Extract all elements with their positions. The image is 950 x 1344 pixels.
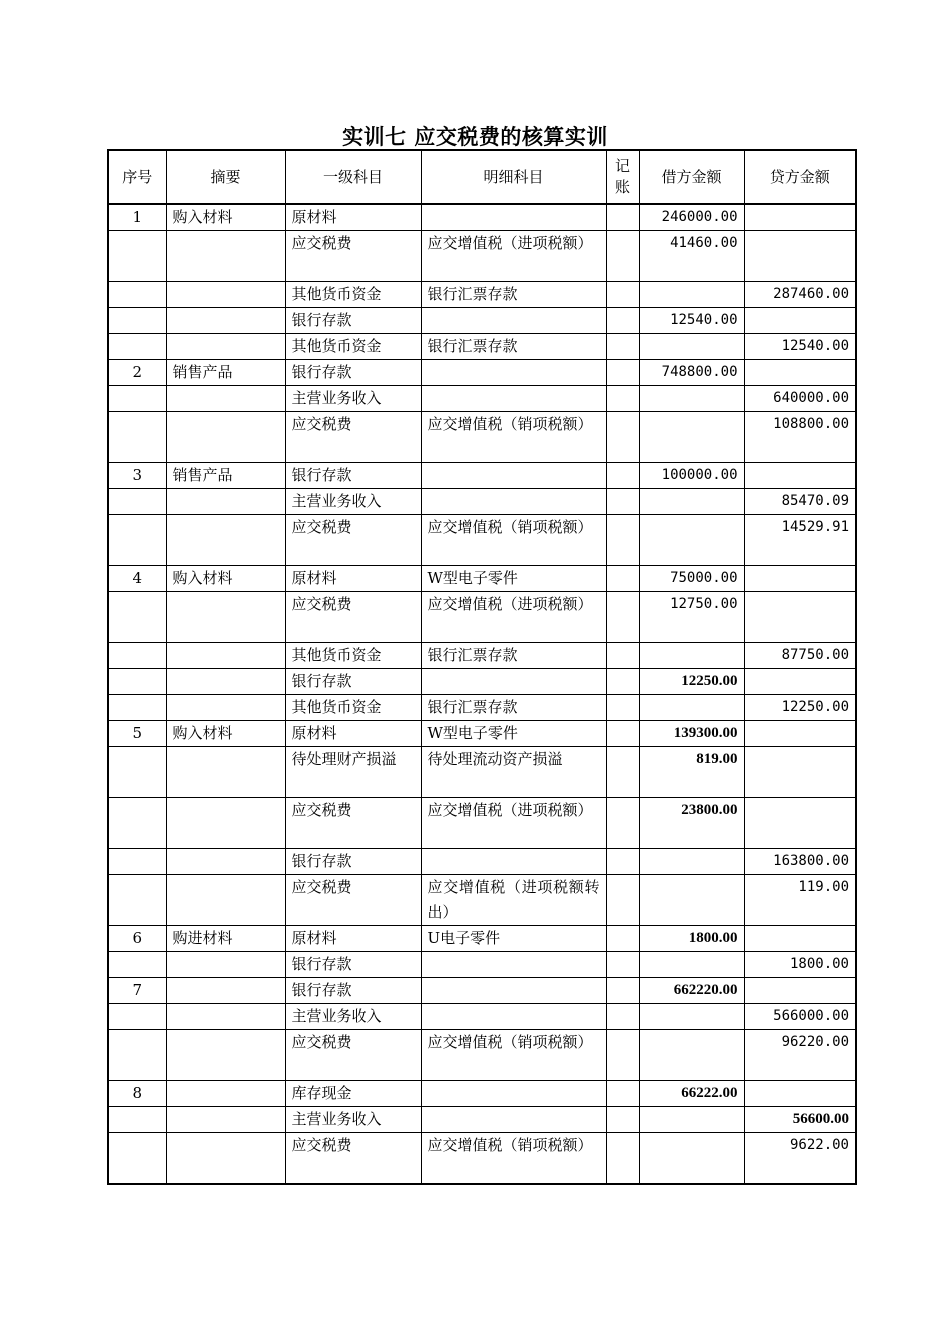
cell-account: 原材料 — [285, 721, 421, 747]
cell-seq — [108, 643, 166, 669]
cell-posted — [606, 334, 639, 360]
header-detail: 明细科目 — [421, 150, 606, 204]
cell-account: 其他货币资金 — [285, 334, 421, 360]
cell-detail: 待处理流动资产损溢 — [421, 747, 606, 798]
cell-credit — [744, 798, 856, 849]
table-row — [108, 952, 856, 978]
cell-posted — [606, 412, 639, 463]
cell-summary — [166, 515, 285, 566]
cell-account: 其他货币资金 — [285, 695, 421, 721]
cell-summary: 购入材料 — [166, 721, 285, 747]
table-row — [108, 1133, 856, 1184]
table-row — [108, 360, 856, 386]
cell-posted — [606, 386, 639, 412]
table-row — [108, 489, 856, 515]
cell-summary — [166, 1030, 285, 1081]
table-row — [108, 566, 856, 592]
cell-posted — [606, 695, 639, 721]
cell-credit — [744, 721, 856, 747]
cell-debit — [639, 1004, 744, 1030]
cell-posted — [606, 1081, 639, 1107]
table-row — [108, 231, 856, 282]
cell-debit: 1800.00 — [639, 926, 744, 952]
cell-summary — [166, 308, 285, 334]
table-row — [108, 669, 856, 695]
cell-credit: 14529.91 — [744, 515, 856, 566]
table-row — [108, 978, 856, 1004]
cell-summary — [166, 412, 285, 463]
cell-detail — [421, 360, 606, 386]
table-row — [108, 1004, 856, 1030]
cell-detail — [421, 308, 606, 334]
cell-credit — [744, 747, 856, 798]
cell-debit: 12540.00 — [639, 308, 744, 334]
cell-posted — [606, 231, 639, 282]
cell-debit — [639, 1030, 744, 1081]
cell-posted — [606, 1133, 639, 1184]
cell-seq — [108, 386, 166, 412]
cell-credit: 87750.00 — [744, 643, 856, 669]
cell-detail — [421, 489, 606, 515]
cell-account: 应交税费 — [285, 515, 421, 566]
cell-detail: 应交增值税（销项税额） — [421, 515, 606, 566]
cell-account: 应交税费 — [285, 231, 421, 282]
cell-credit: 163800.00 — [744, 849, 856, 875]
cell-debit: 662220.00 — [639, 978, 744, 1004]
cell-debit — [639, 412, 744, 463]
cell-account: 银行存款 — [285, 978, 421, 1004]
cell-seq: 7 — [108, 978, 166, 1004]
cell-debit: 748800.00 — [639, 360, 744, 386]
cell-debit — [639, 849, 744, 875]
cell-summary — [166, 592, 285, 643]
cell-detail — [421, 463, 606, 489]
cell-posted — [606, 308, 639, 334]
cell-account: 原材料 — [285, 926, 421, 952]
table-row — [108, 875, 856, 926]
cell-credit: 287460.00 — [744, 282, 856, 308]
cell-debit — [639, 515, 744, 566]
cell-credit: 12540.00 — [744, 334, 856, 360]
cell-seq — [108, 231, 166, 282]
page-title: 实训七 应交税费的核算实训 — [342, 124, 608, 149]
cell-seq — [108, 849, 166, 875]
cell-credit: 566000.00 — [744, 1004, 856, 1030]
cell-debit — [639, 334, 744, 360]
cell-detail: 应交增值税（销项税额） — [421, 1030, 606, 1081]
header-debit: 借方金额 — [639, 150, 744, 204]
cell-credit: 12250.00 — [744, 695, 856, 721]
cell-summary — [166, 231, 285, 282]
cell-posted — [606, 798, 639, 849]
cell-seq: 6 — [108, 926, 166, 952]
cell-detail: 银行汇票存款 — [421, 643, 606, 669]
cell-account: 应交税费 — [285, 1030, 421, 1081]
cell-debit: 12250.00 — [639, 669, 744, 695]
cell-seq — [108, 592, 166, 643]
cell-credit — [744, 204, 856, 231]
table-row — [108, 1030, 856, 1081]
cell-summary — [166, 1004, 285, 1030]
cell-credit — [744, 463, 856, 489]
cell-account: 主营业务收入 — [285, 489, 421, 515]
cell-credit — [744, 231, 856, 282]
cell-debit: 139300.00 — [639, 721, 744, 747]
cell-debit: 100000.00 — [639, 463, 744, 489]
cell-summary — [166, 952, 285, 978]
cell-account: 应交税费 — [285, 798, 421, 849]
cell-detail: 应交增值税（进项税额） — [421, 592, 606, 643]
cell-seq: 8 — [108, 1081, 166, 1107]
table-row — [108, 282, 856, 308]
cell-credit — [744, 978, 856, 1004]
cell-account: 银行存款 — [285, 360, 421, 386]
cell-seq: 4 — [108, 566, 166, 592]
journal-body — [108, 204, 856, 1184]
cell-summary — [166, 489, 285, 515]
cell-detail — [421, 849, 606, 875]
cell-summary: 购进材料 — [166, 926, 285, 952]
cell-detail: W型电子零件 — [421, 721, 606, 747]
cell-account: 银行存款 — [285, 849, 421, 875]
cell-credit — [744, 360, 856, 386]
cell-account: 主营业务收入 — [285, 1107, 421, 1133]
cell-detail: U电子零件 — [421, 926, 606, 952]
cell-summary: 销售产品 — [166, 360, 285, 386]
table-row — [108, 798, 856, 849]
cell-credit — [744, 566, 856, 592]
cell-debit — [639, 1133, 744, 1184]
cell-account: 库存现金 — [285, 1081, 421, 1107]
cell-seq — [108, 747, 166, 798]
cell-posted — [606, 360, 639, 386]
cell-summary — [166, 978, 285, 1004]
table-row — [108, 334, 856, 360]
cell-seq — [108, 489, 166, 515]
cell-posted — [606, 643, 639, 669]
journal-table — [107, 149, 857, 1185]
cell-seq: 2 — [108, 360, 166, 386]
table-row — [108, 747, 856, 798]
cell-seq — [108, 798, 166, 849]
cell-credit — [744, 669, 856, 695]
cell-detail: 应交增值税（进项税额） — [421, 231, 606, 282]
cell-debit: 66222.00 — [639, 1081, 744, 1107]
cell-credit — [744, 926, 856, 952]
cell-summary — [166, 1133, 285, 1184]
cell-posted — [606, 926, 639, 952]
cell-credit: 108800.00 — [744, 412, 856, 463]
cell-summary — [166, 643, 285, 669]
cell-credit: 56600.00 — [744, 1107, 856, 1133]
cell-posted — [606, 978, 639, 1004]
cell-account: 银行存款 — [285, 669, 421, 695]
cell-detail — [421, 386, 606, 412]
cell-summary — [166, 747, 285, 798]
cell-posted — [606, 489, 639, 515]
table-row — [108, 1081, 856, 1107]
cell-account: 应交税费 — [285, 875, 421, 926]
table-row — [108, 308, 856, 334]
cell-debit — [639, 489, 744, 515]
cell-credit: 1800.00 — [744, 952, 856, 978]
cell-debit: 246000.00 — [639, 204, 744, 231]
cell-account: 原材料 — [285, 566, 421, 592]
cell-detail: 银行汇票存款 — [421, 334, 606, 360]
cell-credit: 96220.00 — [744, 1030, 856, 1081]
cell-posted — [606, 204, 639, 231]
table-row — [108, 849, 856, 875]
cell-account: 银行存款 — [285, 308, 421, 334]
cell-summary — [166, 849, 285, 875]
cell-detail — [421, 1107, 606, 1133]
cell-summary — [166, 282, 285, 308]
cell-summary — [166, 1107, 285, 1133]
cell-posted — [606, 875, 639, 926]
cell-posted — [606, 1030, 639, 1081]
cell-posted — [606, 849, 639, 875]
table-row — [108, 695, 856, 721]
cell-detail — [421, 978, 606, 1004]
cell-posted — [606, 747, 639, 798]
cell-summary — [166, 695, 285, 721]
cell-seq — [108, 1133, 166, 1184]
table-row — [108, 643, 856, 669]
header-posted: 记账 — [606, 150, 639, 204]
cell-seq — [108, 308, 166, 334]
cell-detail — [421, 669, 606, 695]
cell-seq: 3 — [108, 463, 166, 489]
cell-summary — [166, 798, 285, 849]
cell-seq — [108, 515, 166, 566]
cell-debit — [639, 282, 744, 308]
cell-posted — [606, 1004, 639, 1030]
cell-credit: 640000.00 — [744, 386, 856, 412]
cell-seq — [108, 1030, 166, 1081]
header-summary: 摘要 — [166, 150, 285, 204]
cell-credit: 119.00 — [744, 875, 856, 926]
table-row — [108, 926, 856, 952]
cell-seq: 1 — [108, 204, 166, 231]
cell-account: 主营业务收入 — [285, 1004, 421, 1030]
cell-account: 其他货币资金 — [285, 282, 421, 308]
cell-posted — [606, 592, 639, 643]
cell-seq — [108, 282, 166, 308]
cell-credit — [744, 1081, 856, 1107]
cell-posted — [606, 1107, 639, 1133]
cell-summary — [166, 669, 285, 695]
table-row — [108, 515, 856, 566]
cell-posted — [606, 952, 639, 978]
cell-summary — [166, 334, 285, 360]
cell-detail: 应交增值税（销项税额） — [421, 412, 606, 463]
cell-posted — [606, 566, 639, 592]
cell-credit: 85470.09 — [744, 489, 856, 515]
header-seq: 序号 — [108, 150, 166, 204]
cell-account: 其他货币资金 — [285, 643, 421, 669]
header-credit: 贷方金额 — [744, 150, 856, 204]
cell-detail — [421, 1081, 606, 1107]
header-account: 一级科目 — [285, 150, 421, 204]
cell-seq: 5 — [108, 721, 166, 747]
table-row — [108, 592, 856, 643]
cell-seq — [108, 669, 166, 695]
cell-seq — [108, 695, 166, 721]
table-row — [108, 386, 856, 412]
cell-detail — [421, 952, 606, 978]
cell-account: 应交税费 — [285, 1133, 421, 1184]
table-row — [108, 721, 856, 747]
cell-posted — [606, 721, 639, 747]
cell-detail: W型电子零件 — [421, 566, 606, 592]
cell-detail: 应交增值税（销项税额） — [421, 1133, 606, 1184]
cell-seq — [108, 412, 166, 463]
cell-posted — [606, 282, 639, 308]
table-row — [108, 412, 856, 463]
cell-detail: 银行汇票存款 — [421, 282, 606, 308]
cell-seq — [108, 1107, 166, 1133]
cell-seq — [108, 875, 166, 926]
cell-debit: 819.00 — [639, 747, 744, 798]
header-row — [108, 150, 856, 204]
cell-detail: 应交增值税（进项税额） — [421, 798, 606, 849]
cell-debit: 23800.00 — [639, 798, 744, 849]
cell-summary: 销售产品 — [166, 463, 285, 489]
cell-seq — [108, 334, 166, 360]
cell-summary: 购入材料 — [166, 204, 285, 231]
cell-posted — [606, 669, 639, 695]
cell-account: 银行存款 — [285, 463, 421, 489]
cell-debit: 75000.00 — [639, 566, 744, 592]
cell-account: 应交税费 — [285, 412, 421, 463]
cell-detail: 应交增值税（进项税额转出） — [421, 875, 606, 926]
cell-account: 待处理财产损溢 — [285, 747, 421, 798]
cell-account: 原材料 — [285, 204, 421, 231]
cell-posted — [606, 463, 639, 489]
table-row — [108, 1107, 856, 1133]
cell-detail — [421, 1004, 606, 1030]
cell-debit: 12750.00 — [639, 592, 744, 643]
cell-debit — [639, 952, 744, 978]
cell-credit — [744, 308, 856, 334]
cell-debit — [639, 386, 744, 412]
table-row — [108, 463, 856, 489]
cell-debit — [639, 643, 744, 669]
cell-credit — [744, 592, 856, 643]
cell-seq — [108, 1004, 166, 1030]
cell-debit: 41460.00 — [639, 231, 744, 282]
cell-summary — [166, 1081, 285, 1107]
cell-credit: 9622.00 — [744, 1133, 856, 1184]
cell-debit — [639, 875, 744, 926]
cell-detail: 银行汇票存款 — [421, 695, 606, 721]
cell-account: 银行存款 — [285, 952, 421, 978]
cell-account: 主营业务收入 — [285, 386, 421, 412]
cell-debit — [639, 1107, 744, 1133]
cell-summary — [166, 875, 285, 926]
cell-account: 应交税费 — [285, 592, 421, 643]
cell-summary: 购入材料 — [166, 566, 285, 592]
cell-posted — [606, 515, 639, 566]
cell-debit — [639, 695, 744, 721]
table-row — [108, 204, 856, 231]
cell-seq — [108, 952, 166, 978]
cell-summary — [166, 386, 285, 412]
cell-detail — [421, 204, 606, 231]
